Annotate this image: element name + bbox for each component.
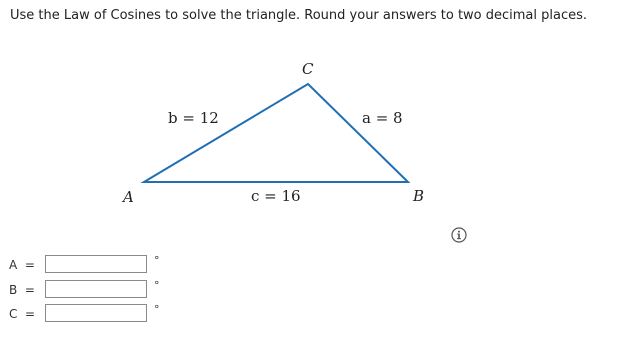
angle-b-input[interactable]	[45, 280, 147, 298]
vertex-label-b: B	[413, 187, 425, 205]
info-circle-icon[interactable]	[451, 227, 467, 243]
triangle-shape	[144, 84, 408, 182]
answer-row-b	[0, 280, 200, 302]
degree-unit-b: °	[154, 279, 160, 292]
side-label-b: b = 12	[168, 109, 219, 127]
vertex-label-c: C	[302, 60, 314, 78]
angle-c-input[interactable]	[45, 304, 147, 322]
degree-unit-a: °	[154, 254, 160, 267]
angle-a-input[interactable]	[45, 255, 147, 273]
answer-label-a: A =	[9, 258, 35, 272]
answer-row-c	[0, 304, 200, 326]
answer-row-a	[0, 255, 200, 277]
answer-label-c: C =	[9, 307, 36, 321]
instructions-text: Use the Law of Cosines to solve the triangle. Round your answers to two decimal places.	[10, 8, 588, 23]
side-label-a: a = 8	[362, 109, 403, 127]
answer-label-b: B =	[9, 283, 35, 297]
side-label-c: c = 16	[251, 187, 301, 205]
vertex-label-a: A	[123, 188, 134, 206]
degree-unit-c: °	[154, 303, 160, 316]
